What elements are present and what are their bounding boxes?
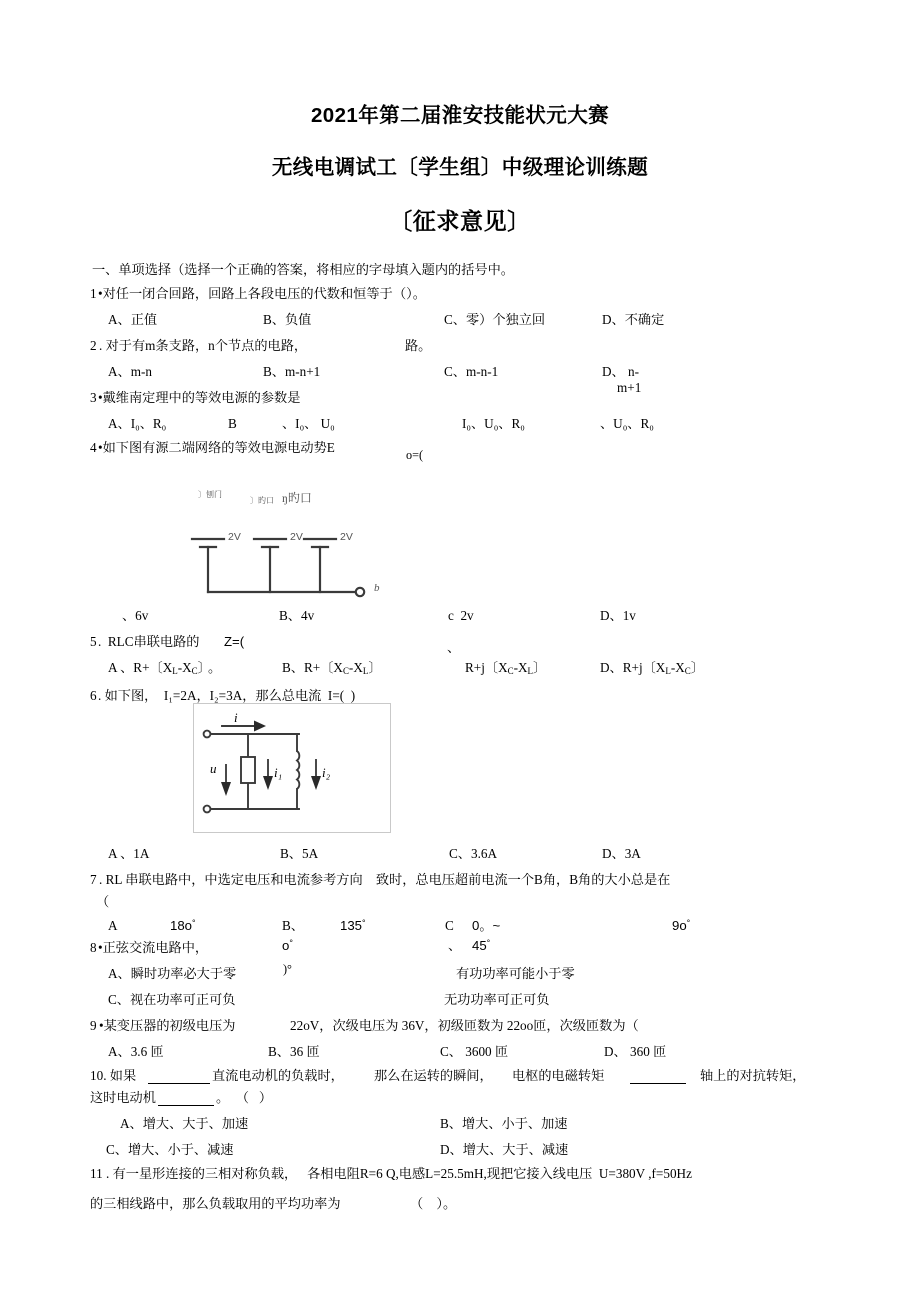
question-3-option-d: 、U₀、R₀ <box>600 416 654 431</box>
question-10-blank-3 <box>158 1090 214 1106</box>
question-3-option-b: B <box>228 416 237 431</box>
question-1-stem: •对任一闭合回路，回路上各段电压的代数和恒等于 <box>98 286 393 301</box>
question-8-stem: •正弦交流电路中， <box>98 940 209 955</box>
question-6-option-d: D、3A <box>602 846 641 861</box>
figure-stray-mark-2: 〕旳口 <box>250 496 274 505</box>
question-4-option-c: c 2v <box>448 608 474 623</box>
question-9-number: 9 <box>90 1018 97 1033</box>
page-title-line2: 无线电调试工〔学生组〕中级理论训练题 <box>271 156 649 179</box>
question-4-stem: •如下图有源二端网络的等效电源电动势E <box>98 440 335 455</box>
current-i1b-arrowhead <box>263 776 273 790</box>
question-9-stem: •某变压器的初级电压为 <box>99 1018 236 1033</box>
question-10-option-c: C、增大、小于、减速 <box>106 1142 234 1157</box>
question-7-option-c-value: 0。~ <box>472 918 501 933</box>
question-7-stem-tail: （ <box>96 894 110 909</box>
question-7-option-a: A <box>108 918 118 933</box>
question-6-option-c: C、3.6A <box>449 846 497 861</box>
question-2-option-d-line2: m+1 <box>617 380 642 395</box>
question-11-stem-line1: 11 . 有一星形连接的三相对称负载， 各相电阻R=6 Q,电感L=25.5mH,现把它接入线电压 U=380V ,f=50Hz <box>90 1166 692 1181</box>
question-1-option-c: C、零）个独立回 <box>444 312 546 327</box>
figure-stray-mark-3: ŋ旳口 <box>282 491 312 505</box>
question-4-option-d: D、1v <box>600 608 636 623</box>
question-1-option-b: B、负值 <box>263 312 312 327</box>
battery-cell-1-label: 2V <box>228 531 241 543</box>
question-2-option-a: A、m-n <box>108 364 152 379</box>
question-1-stem-tail: （）。 <box>393 286 426 301</box>
question-2-option-b: B、m-n+1 <box>263 364 321 379</box>
input-terminal-bottom <box>204 806 211 813</box>
question-10-blank-2 <box>630 1068 686 1084</box>
battery-terminal-b-label: b <box>374 582 380 594</box>
question-7-number: 7 <box>90 872 97 887</box>
current-i2-arrowhead <box>311 776 321 790</box>
question-9-option-d: D、 360 匝 <box>604 1044 667 1059</box>
inductor-symbol <box>297 751 299 789</box>
input-terminal-top <box>204 731 211 738</box>
question-10-option-a: A、增大、大于、加速 <box>120 1116 249 1131</box>
question-7-stem: . RL 串联电路中，中选定电压和电流参考方向 致时，总电压超前电流一个B角，B角的大小总是在 <box>99 872 671 887</box>
battery-cell-3-label: 2V <box>340 531 353 543</box>
battery-network-svg <box>178 484 478 602</box>
question-4-stem-subscript: o=( <box>406 448 424 462</box>
question-7-option-b: B、 <box>282 918 304 933</box>
question-7-option-a-value: 18o° <box>170 918 196 934</box>
question-2-number: 2 <box>90 338 97 353</box>
terminal-node-circle <box>356 588 364 596</box>
question-10-blank-1 <box>148 1068 210 1084</box>
question-4-option-b: B、4v <box>279 608 315 623</box>
question-10-option-d: D、增大、大于、减速 <box>440 1142 569 1157</box>
question-5-stray-mark: 、 <box>447 640 461 655</box>
question-7-option-b-value: 135° <box>340 918 366 934</box>
voltage-u-label: u <box>210 761 217 776</box>
question-5-stem-tail: Z=( <box>224 634 245 649</box>
question-6-option-b: B、5A <box>280 846 319 861</box>
question-7-option-c-stray: 、 <box>448 938 462 953</box>
battery-cell-2-label: 2V <box>290 531 303 543</box>
question-8-option-b: 有功功率可能小于零 <box>456 966 575 981</box>
question-9-stem-tail: 22oV，次级电压为 36V，初级匝数为 22oo匝，次级匝数为（ <box>290 1018 639 1033</box>
question-1-option-a: A、正值 <box>108 312 158 327</box>
question-11-stem-line2-tail: （ ）。 <box>410 1196 457 1211</box>
question-9-option-a: A、3.6 匝 <box>108 1044 164 1059</box>
question-11-stem-line2: 的三相线路中，那么负载取用的平均功率为 <box>90 1196 341 1211</box>
question-3-stem: •戴维南定理中的等效电源的参数是 <box>98 390 301 405</box>
question-10-stem-part-c: 那么在运转的瞬间， <box>374 1068 493 1083</box>
question-5-option-c: R+j〔$X_C-X_L$〕 <box>465 660 547 676</box>
question-3-number: 3 <box>90 390 97 405</box>
parallel-rl-circuit-figure <box>193 703 391 833</box>
question-6-option-a: A 、1A <box>108 846 150 861</box>
question-7-option-d-value: 9o° <box>672 918 691 934</box>
question-2-stem: . 对于有m条支路，n个节点的电路， <box>99 338 308 353</box>
question-2-option-c: C、m-n-1 <box>444 364 499 379</box>
current-i1-arrowhead <box>221 782 231 796</box>
current-i-label: i <box>234 710 238 725</box>
question-5-option-d: D、R+j〔$X_L-X_C$〕 <box>600 660 704 676</box>
question-3-option-a: A、I₀、R₀ <box>108 416 167 431</box>
question-6-number: 6 <box>90 688 97 703</box>
question-5-stem: . RLC串联电路的 <box>98 634 200 649</box>
question-7-option-c-value2: 45° <box>472 938 491 954</box>
current-i1-label: i₁ <box>274 765 283 780</box>
question-8-stray-mark: )° <box>283 962 292 976</box>
page-title-line1: 2021年第二届淮安技能状元大赛 <box>310 104 609 127</box>
page-title-line3: 〔征求意见〕 <box>389 208 531 234</box>
question-10-stem-part-g: 。 （ ） <box>216 1090 273 1105</box>
resistor-symbol <box>241 757 255 783</box>
question-1-number: 1 <box>90 286 97 301</box>
question-5-option-a-stray: 。 <box>208 660 222 675</box>
question-10-stem-part-e: 轴上的对抗转矩， <box>700 1068 806 1083</box>
question-2-option-d-line1: D、 n- <box>602 364 639 379</box>
question-5-option-a: A 、R+〔$X_L-X_C$〕 <box>108 660 211 676</box>
current-i-arrowhead <box>254 721 266 732</box>
question-10-stem-part-b: 直流电动机的负载时， <box>212 1068 344 1083</box>
question-8-number: 8 <box>90 940 97 955</box>
question-10-option-b: B、增大、小于、加速 <box>440 1116 568 1131</box>
question-3-option-b-values: 、I₀、 U₀ <box>282 416 335 431</box>
question-7-option-b-value2: o° <box>282 938 293 954</box>
question-8-option-c: C、视在功率可正可负 <box>108 992 236 1007</box>
question-3-option-c: I₀、U₀、R₀ <box>462 416 525 431</box>
question-10-stem-part-d: 电枢的电磁转矩 <box>512 1068 605 1083</box>
question-2-stem-tail: 路。 <box>405 338 432 353</box>
question-7-option-c: C <box>445 918 454 933</box>
question-1-option-d: D、不确定 <box>602 312 665 327</box>
parallel-rl-circuit-svg <box>194 704 390 832</box>
question-6-stem: . 如下图， I₁=2A，I₂=3A，那么总电流 I=( ) <box>98 688 356 703</box>
figure-stray-mark-1: 〕刨门 <box>198 490 222 499</box>
section-heading: 一、单项选择（选择一个正确的答案，将相应的字母填入题内的括号中。 <box>92 262 514 277</box>
question-9-option-b: B、36 匝 <box>268 1044 320 1059</box>
question-4-option-a: 、6v <box>122 608 149 623</box>
current-i2-label: i₂ <box>322 765 331 780</box>
question-9-option-c: C、 3600 匝 <box>440 1044 509 1059</box>
question-10-stem-part-f: 这时电动机 <box>90 1090 156 1105</box>
question-4-number: 4 <box>90 440 97 455</box>
question-5-option-b: B、R+〔$X_C-X_L$〕 <box>282 660 382 676</box>
battery-network-figure <box>178 484 478 602</box>
question-10-stem-part-a: 10. 如果 <box>90 1068 137 1083</box>
question-5-number: 5 <box>90 634 97 649</box>
question-8-option-a: A、瞬时功率必大于零 <box>108 966 237 981</box>
question-8-option-d: 无功功率可正可负 <box>444 992 550 1007</box>
